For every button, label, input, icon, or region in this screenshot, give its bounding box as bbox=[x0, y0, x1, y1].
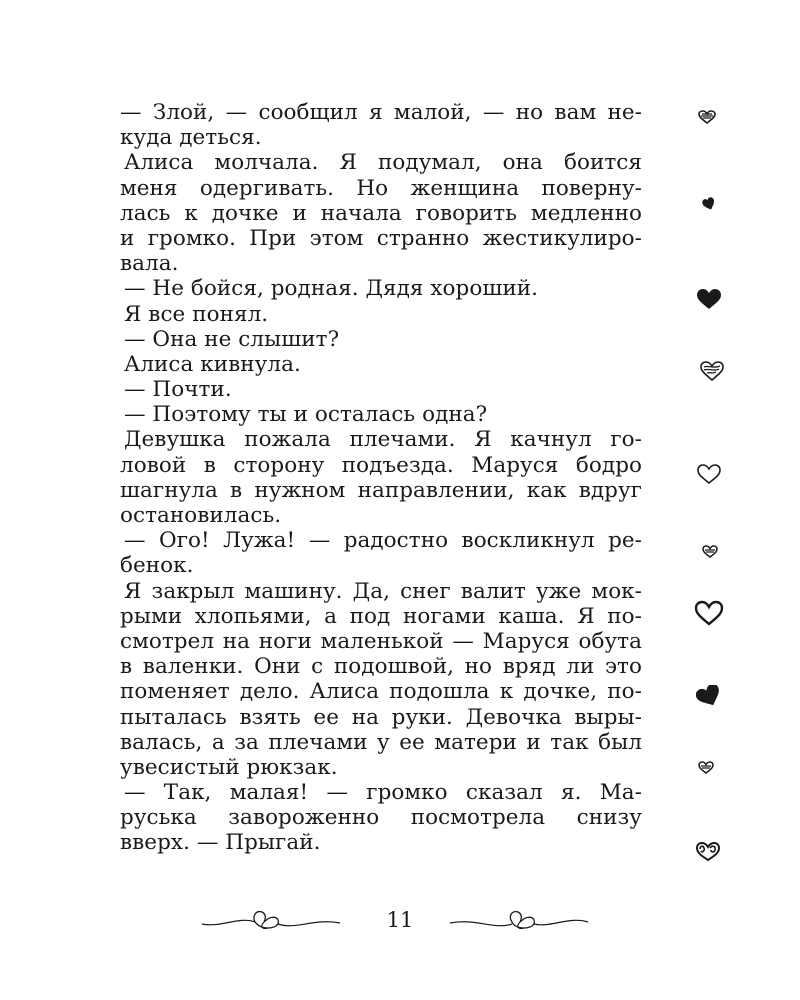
text-line: Алиса кивнула. bbox=[124, 351, 301, 377]
text-line: и громко. При этом странно жестикулиро- bbox=[120, 225, 642, 251]
scribble-heart-icon bbox=[698, 761, 714, 774]
text-line: в валенки. Они с подошвой, но вряд ли это bbox=[120, 654, 642, 680]
text-line: остановилась. bbox=[120, 503, 282, 528]
text-line: пыталась взять ее на руки. Девочка выры- bbox=[120, 704, 642, 730]
margin-heart-column bbox=[680, 0, 740, 1000]
scribble-heart-icon bbox=[702, 545, 718, 558]
heart-icon bbox=[696, 685, 722, 707]
page-number: 11 bbox=[386, 908, 414, 932]
text-line: смотрел на ноги маленькой — Маруся обута bbox=[120, 628, 642, 654]
scribble-heart-icon bbox=[700, 361, 724, 381]
text-line: — Злой, — сообщил я малой, — но вам не- bbox=[120, 100, 642, 125]
heart-icon bbox=[702, 197, 716, 211]
text-line: Я закрыл машину. Да, снег валит уже мок- bbox=[124, 578, 642, 604]
text-line: Я все понял. bbox=[124, 301, 269, 327]
text-line: — Почти. bbox=[124, 377, 232, 403]
text-line: лась к дочке и начала говорить медленно bbox=[120, 200, 642, 226]
text-line: вверх. — Прыгай. bbox=[120, 830, 321, 856]
text-line: — Она не слышит? bbox=[124, 326, 340, 352]
text-line: Алиса молчала. Я подумал, она боится bbox=[124, 150, 642, 176]
text-line: валась, а за плечами у ее матери и так был bbox=[120, 729, 642, 755]
text-line: меня одергивать. Но женщина поверну- bbox=[120, 175, 642, 201]
text-line: руська завороженно посмотрела снизу bbox=[120, 805, 642, 831]
heart-outline-icon bbox=[694, 600, 724, 626]
text-line: — Ого! Лужа! — радостно воскликнул ре- bbox=[124, 528, 642, 554]
text-line: бенок. bbox=[120, 553, 194, 579]
heart-icon bbox=[696, 288, 722, 310]
text-line: поменяет дело. Алиса подошла к дочке, по- bbox=[120, 679, 642, 705]
text-line: шагнула в нужном направлении, как вдруг bbox=[120, 477, 642, 503]
heart-doodle-icon bbox=[694, 840, 722, 862]
page-footer bbox=[200, 896, 600, 946]
heart-outline-icon bbox=[696, 463, 722, 485]
text-line: рыми хлопьями, а под ногами каша. Я по- bbox=[120, 603, 642, 629]
text-line: — Так, малая! — громко сказал я. Ма- bbox=[124, 780, 642, 806]
text-line: ловой в сторону подъезда. Маруся бодро bbox=[120, 452, 642, 478]
body-text bbox=[120, 100, 642, 856]
ornament-right-icon bbox=[440, 904, 590, 934]
text-line: вала. bbox=[120, 251, 179, 277]
ornament-left-icon bbox=[200, 904, 350, 934]
text-line: — Не бойся, родная. Дядя хороший. bbox=[124, 276, 539, 302]
scribble-heart-icon bbox=[698, 110, 716, 124]
text-line: увесистый рюкзак. bbox=[120, 754, 338, 780]
text-line: Девушка пожала плечами. Я качнул го- bbox=[124, 427, 642, 453]
text-line: куда деться. bbox=[120, 125, 262, 151]
text-line: — Поэтому ты и осталась одна? bbox=[124, 402, 488, 428]
